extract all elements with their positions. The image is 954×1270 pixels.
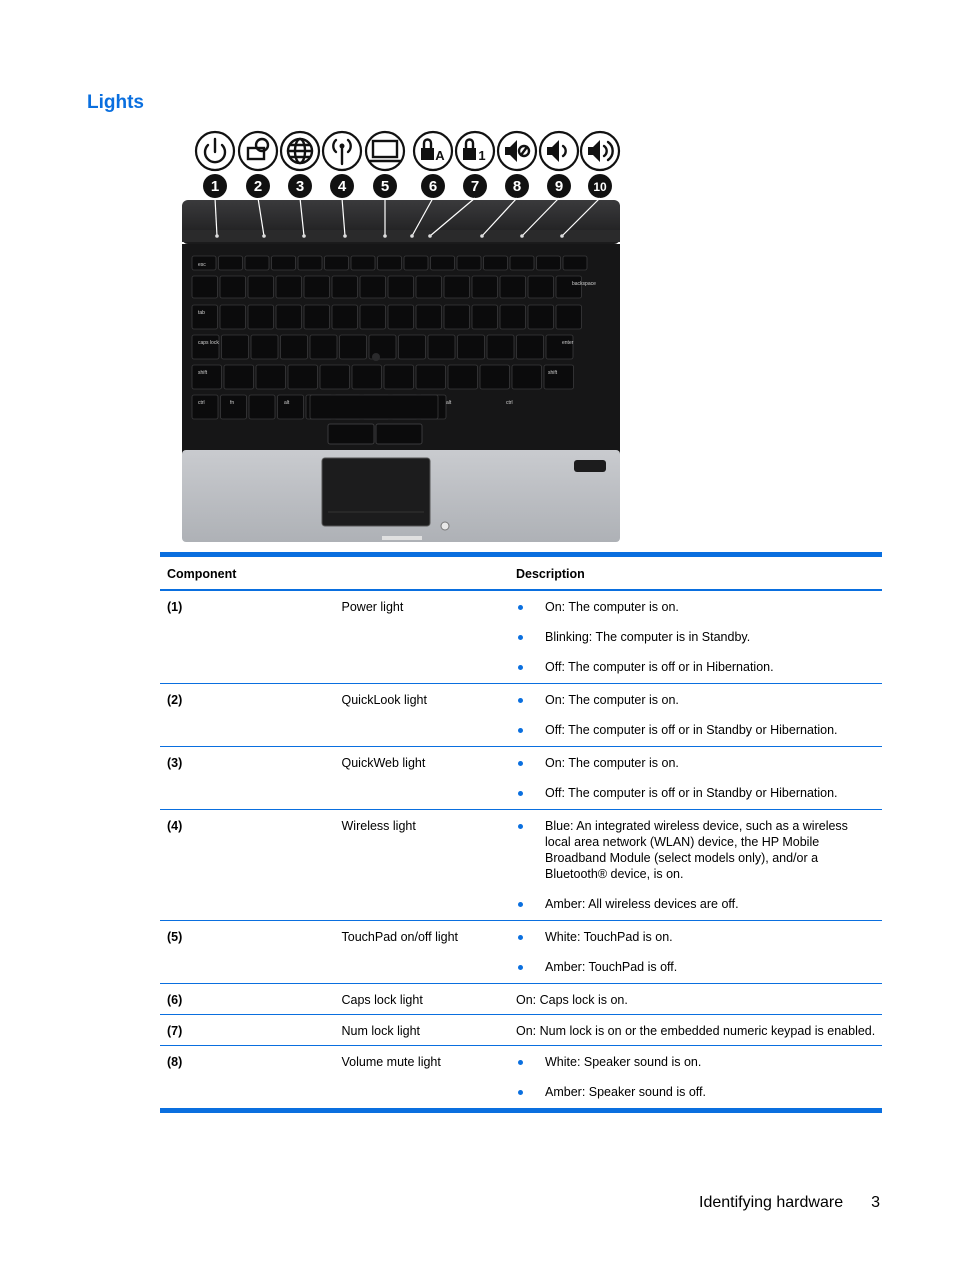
component-name: QuickLook light: [335, 684, 510, 747]
component-description: [509, 684, 882, 747]
keyboard-key: [192, 276, 218, 298]
description-bullet: Blinking: The computer is in Standby.: [516, 629, 876, 645]
keyboard-key: [281, 335, 308, 359]
keyboard-key: [220, 305, 246, 329]
callout-number: 10: [593, 180, 607, 194]
table-row: [160, 747, 882, 810]
header-component: Component: [160, 555, 509, 591]
description-bullet: On: The computer is on.: [516, 692, 876, 708]
keyboard-key: [528, 305, 554, 329]
volume-up-icon: [581, 132, 619, 170]
lights-table: [160, 552, 882, 1113]
keyboard-key: [448, 365, 478, 389]
quicklook-icon: [239, 132, 277, 170]
indicator-light: [302, 234, 306, 238]
keyboard-key: [219, 256, 243, 270]
callout-7: [463, 174, 487, 198]
component-name: TouchPad on/off light: [335, 921, 510, 984]
keyboard-key: [444, 276, 470, 298]
key-label-tab: tab: [198, 310, 205, 316]
component-name: Num lock light: [335, 1015, 510, 1046]
keyboard-key: [472, 276, 498, 298]
component-description: [509, 810, 882, 921]
keyboard-key: [510, 256, 534, 270]
callout-number: 9: [554, 178, 564, 195]
callout-number: 6: [428, 178, 438, 195]
keyboard-key: [428, 335, 455, 359]
component-description: [509, 747, 882, 810]
keyboard-key: [472, 305, 498, 329]
pointstick-right-button: [376, 424, 422, 444]
keyboard-key: [384, 365, 414, 389]
keyboard-key: [528, 276, 554, 298]
keyboard-key: [404, 256, 428, 270]
keyboard-key: [276, 305, 302, 329]
component-description: [509, 590, 882, 684]
keyboard-key: [352, 365, 382, 389]
keyboard-key: [245, 256, 269, 270]
touchpad-light: [441, 522, 449, 530]
key-label-enter: enter: [562, 340, 574, 346]
keyboard-key: [298, 256, 322, 270]
key-label-shift-left: shift: [198, 370, 208, 376]
pointing-stick: [372, 353, 380, 361]
callout-number: 3: [295, 178, 305, 195]
component-name: Caps lock light: [335, 984, 510, 1015]
volume-down-icon: [540, 132, 578, 170]
callout-number: 4: [337, 178, 347, 195]
keyboard-key: [517, 335, 544, 359]
keyboard-key: [192, 335, 219, 359]
description-bullet: Amber: All wireless devices are off.: [516, 896, 876, 912]
component-number: (3): [160, 747, 335, 810]
callout-10: [588, 174, 612, 198]
callout-number: 8: [512, 178, 522, 195]
description-bullets: [516, 1054, 876, 1100]
indicator-icon-row: [196, 132, 619, 170]
keyboard-key: [360, 305, 386, 329]
keyboard-key: [480, 365, 510, 389]
keyboard-key: [500, 305, 526, 329]
footer-section-title: Identifying hardware: [699, 1194, 844, 1211]
fingerprint-reader: [574, 460, 606, 472]
indicator-light: [520, 234, 524, 238]
keyboard-key: [444, 305, 470, 329]
keyboard-key: [416, 365, 446, 389]
keyboard-key: [388, 276, 414, 298]
spacebar: [310, 395, 438, 419]
keyboard-key: [500, 276, 526, 298]
component-name: QuickWeb light: [335, 747, 510, 810]
keyboard-key: [458, 335, 485, 359]
callout-3: [288, 174, 312, 198]
callout-8: [505, 174, 529, 198]
component-description: On: Caps lock is on.: [509, 984, 882, 1015]
indicator-light: [215, 234, 219, 238]
component-description: On: Num lock is on or the embedded numeric keypad is enabled.: [509, 1015, 882, 1046]
touchpad-icon: [366, 132, 404, 170]
description-bullet: White: TouchPad is on.: [516, 929, 876, 945]
component-description: [509, 921, 882, 984]
table-row: [160, 810, 882, 921]
keyboard-key: [556, 276, 582, 298]
power-icon: [196, 132, 234, 170]
description-bullet: On: The computer is on.: [516, 599, 876, 615]
keyboard-key: [457, 256, 481, 270]
component-name: Power light: [335, 590, 510, 684]
keyboard-key: [288, 365, 318, 389]
keyboard-key: [351, 256, 375, 270]
touchpad: [322, 458, 430, 526]
pointstick-left-button: [328, 424, 374, 444]
keyboard-key: [487, 335, 514, 359]
keyboard-key: [304, 305, 330, 329]
description-bullets: [516, 599, 876, 675]
keyboard-key: [304, 276, 330, 298]
keyboard-key: [248, 276, 274, 298]
description-bullet: Off: The computer is off or in Standby or Hibernation.: [516, 722, 876, 738]
key-label-alt-left: alt: [284, 400, 290, 406]
table-row: [160, 921, 882, 984]
keyboard-key: [276, 276, 302, 298]
keyboard-key: [332, 276, 358, 298]
caps-lock-icon: [414, 132, 452, 170]
description-bullet: On: The computer is on.: [516, 755, 876, 771]
description-bullet: White: Speaker sound is on.: [516, 1054, 876, 1070]
table-row: [160, 984, 882, 1015]
table-header-row: [160, 555, 882, 591]
component-name: Wireless light: [335, 810, 510, 921]
callout-2: [246, 174, 270, 198]
key-label-caps-lock: caps lock: [198, 340, 219, 346]
callout-number: 7: [470, 178, 480, 195]
table-row: [160, 1046, 882, 1111]
keyboard-key: [272, 256, 296, 270]
description-bullet: Amber: Speaker sound is off.: [516, 1084, 876, 1100]
keyboard-key: [220, 276, 246, 298]
key-label-esc: esc: [198, 262, 206, 268]
keyboard-key: [399, 335, 426, 359]
page-number: 3: [871, 1194, 880, 1211]
keyboard-key: [546, 335, 573, 359]
keyboard-key: [512, 365, 542, 389]
svg-text:1: 1: [478, 148, 486, 163]
svg-text:A: A: [435, 148, 445, 163]
callout-9: [547, 174, 571, 198]
component-number: (1): [160, 590, 335, 684]
component-number: (2): [160, 684, 335, 747]
callout-number: 1: [210, 178, 220, 195]
page-footer: [699, 1194, 880, 1212]
keyboard-key: [251, 335, 278, 359]
callout-6: [421, 174, 445, 198]
table-row: [160, 590, 882, 684]
num-lock-icon: [456, 132, 494, 170]
callout-5: [373, 174, 397, 198]
indicator-light: [560, 234, 564, 238]
keyboard-key: [248, 305, 274, 329]
laptop-keyboard-illustration: [180, 128, 624, 544]
keyboard-key: [544, 365, 574, 389]
table-row: [160, 684, 882, 747]
component-number: (6): [160, 984, 335, 1015]
keyboard-key: [556, 305, 582, 329]
keyboard-key: [310, 335, 337, 359]
description-bullet: Blue: An integrated wireless device, such as a wireless local area network (WLAN) device, the HP Mobile Broadband Module (select models only), and/or a Bluetooth® device, is on.: [516, 818, 876, 882]
front-latch: [382, 536, 422, 540]
quickweb-icon: [281, 132, 319, 170]
callout-row: [203, 174, 612, 198]
key-label-shift-right: shift: [548, 370, 558, 376]
description-bullets: [516, 929, 876, 975]
keyboard-key: [320, 365, 350, 389]
callout-number: 5: [380, 178, 390, 195]
keyboard-key: [192, 395, 218, 419]
keyboard-key: [192, 305, 218, 329]
indicator-light: [480, 234, 484, 238]
keyboard-key: [416, 276, 442, 298]
keyboard-key: [340, 335, 367, 359]
indicator-light: [262, 234, 266, 238]
key-label-ctrl-right: ctrl: [506, 400, 513, 406]
keyboard-key: [360, 276, 386, 298]
callout-number: 2: [253, 178, 263, 195]
keyboard-key: [332, 305, 358, 329]
component-name: Volume mute light: [335, 1046, 510, 1111]
wireless-icon: [323, 132, 361, 170]
indicator-light: [410, 234, 414, 238]
description-bullet: Amber: TouchPad is off.: [516, 959, 876, 975]
description-bullets: [516, 818, 876, 912]
description-bullets: [516, 755, 876, 801]
keyboard-key: [278, 395, 304, 419]
header-description: Description: [509, 555, 882, 591]
volume-mute-icon: [498, 132, 536, 170]
keyboard-key: [388, 305, 414, 329]
keyboard-key: [378, 256, 402, 270]
description-bullet: Off: The computer is off or in Hibernation.: [516, 659, 876, 675]
keyboard-key: [222, 335, 249, 359]
component-number: (4): [160, 810, 335, 921]
indicator-strip: [182, 230, 620, 242]
keyboard-key: [221, 395, 247, 419]
keyboard-key: [325, 256, 349, 270]
key-label-fn: fn: [230, 400, 235, 406]
key-label-alt-right: alt: [446, 400, 452, 406]
callout-4: [330, 174, 354, 198]
table-row: [160, 1015, 882, 1046]
keyboard-key: [224, 365, 254, 389]
component-number: (8): [160, 1046, 335, 1111]
key-label-backspace: backspace: [572, 281, 596, 287]
indicator-light: [428, 234, 432, 238]
indicator-light: [343, 234, 347, 238]
keyboard-key: [256, 365, 286, 389]
keyboard-key: [431, 256, 455, 270]
section-heading: Lights: [87, 92, 144, 113]
keyboard-key: [537, 256, 561, 270]
description-bullets: [516, 692, 876, 738]
description-bullet: Off: The computer is off or in Standby or Hibernation.: [516, 785, 876, 801]
component-number: (5): [160, 921, 335, 984]
indicator-light: [383, 234, 387, 238]
keyboard-key: [249, 395, 275, 419]
keyboard-key: [416, 305, 442, 329]
keyboard-key: [484, 256, 508, 270]
callout-1: [203, 174, 227, 198]
component-description: [509, 1046, 882, 1111]
component-number: (7): [160, 1015, 335, 1046]
key-label-ctrl-left: ctrl: [198, 400, 205, 406]
keyboard-key: [192, 365, 222, 389]
keyboard-key: [563, 256, 587, 270]
